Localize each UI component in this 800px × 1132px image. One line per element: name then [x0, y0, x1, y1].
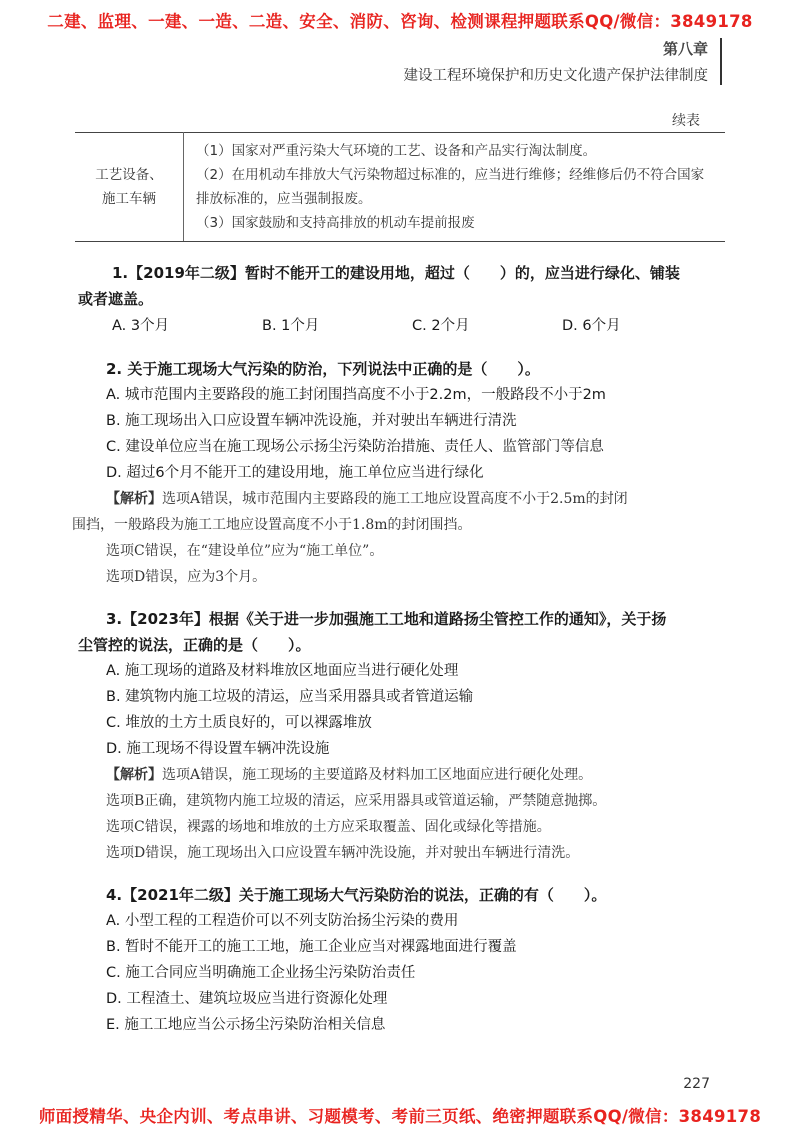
- analysis-line: 选项B正确，建筑物内施工垃圾的清运，应采用器具或管道运输，严禁随意抛掷。: [106, 793, 607, 809]
- table-item: （2）在用机动车排放大气污染物超过标准的，应当进行维修；经维修后仍不符合国家排放标准的，应当强制报废。: [196, 167, 705, 207]
- options-row: [112, 312, 732, 340]
- question-stem: 4.【2021年二级】关于施工现场大气污染防治的说法，正确的有（ ）。: [106, 886, 607, 904]
- head-line: 工艺设备、: [95, 167, 163, 183]
- page-number: 227: [683, 1076, 710, 1092]
- option-b: B. 施工现场出入口应设置车辆冲洗设施，并对驶出车辆进行清洗: [106, 413, 517, 429]
- table-item: （3）国家鼓励和支持高排放的机动车提前报废: [196, 215, 475, 231]
- table-row-head: [75, 133, 184, 242]
- analysis-line: 选项D错误，应为3个月。: [106, 569, 267, 585]
- option-b: B. 建筑物内施工垃圾的清运，应当采用器具或者管道运输: [106, 689, 474, 705]
- question-1: [78, 260, 732, 340]
- question-2: [72, 356, 732, 590]
- analysis-text: 选项A错误，施工现场的主要道路及材料加工区地面应进行硬化处理。: [162, 767, 593, 783]
- chapter-title: 建设工程环境保护和历史文化遗产保护法律制度: [403, 68, 708, 84]
- analysis: [106, 486, 732, 512]
- bottom-banner: 师面授精华、央企内训、考点串讲、习题模考、考前三页纸、绝密押题联系QQ/微信：3849178: [38, 1107, 762, 1126]
- option-b: B. 暂时不能开工的施工工地，施工企业应当对裸露地面进行覆盖: [106, 939, 517, 955]
- option-d: D. 工程渣土、建筑垃圾应当进行资源化处理: [106, 991, 388, 1007]
- analysis-tag: 【解析】: [106, 767, 162, 783]
- option-d: D. 6个月: [562, 318, 621, 334]
- question-stem: 2. 关于施工现场大气污染的防治，下列说法中正确的是（ ）。: [106, 360, 540, 378]
- analysis: [106, 762, 732, 788]
- option-d: D. 施工现场不得设置车辆冲洗设施: [106, 741, 330, 757]
- analysis-line: 选项C错误，裸露的场地和堆放的土方应采取覆盖、固化或绿化等措施。: [106, 819, 551, 835]
- question-stem: 尘管控的说法，正确的是（ ）。: [78, 636, 311, 654]
- option-a: A. 3个月: [112, 318, 170, 334]
- table-item: （1）国家对严重污染大气环境的工艺、设备和产品实行淘汰制度。: [196, 143, 597, 159]
- question-3: [78, 606, 732, 866]
- option-a: A. 施工现场的道路及材料堆放区地面应当进行硬化处理: [106, 663, 459, 679]
- analysis-text: 选项A错误，城市范围内主要路段的施工工地应设置高度不小于2.5m的封闭: [162, 491, 628, 507]
- option-c: C. 建设单位应当在施工现场公示扬尘污染防治措施、责任人、监管部门等信息: [106, 439, 604, 455]
- chapter-header: [404, 38, 723, 85]
- continued-label: 续表: [672, 113, 700, 129]
- questions: [72, 260, 732, 1054]
- analysis-tag: 【解析】: [106, 491, 162, 507]
- option-a: A. 城市范围内主要路段的施工封闭围挡高度不小于2.2m，一般路段不小于2m: [106, 387, 606, 403]
- chapter-number: 第八章: [662, 40, 708, 58]
- analysis-line: 选项D错误，施工现场出入口应设置车辆冲洗设施，并对驶出车辆进行清洗。: [106, 845, 580, 861]
- question-stem: 3.【2023年】根据《关于进一步加强施工工地和道路扬尘管控工作的通知》，关于扬: [106, 610, 667, 628]
- option-a: A. 小型工程的工程造价可以不列支防治扬尘污染的费用: [106, 913, 459, 929]
- question-4: [106, 882, 732, 1038]
- regulation-table: [75, 132, 725, 242]
- table-row-body: [184, 133, 726, 242]
- top-banner: 二建、监理、一建、一造、二造、安全、消防、咨询、检测课程押题联系QQ/微信：3849178: [47, 12, 753, 31]
- head-line: 施工车辆: [102, 191, 156, 207]
- option-c: C. 施工合同应当明确施工企业扬尘污染防治责任: [106, 965, 416, 981]
- table-row: [75, 133, 725, 242]
- option-b: B. 1个月: [262, 318, 320, 334]
- option-d: D. 超过6个月不能开工的建设用地，施工单位应当进行绿化: [106, 465, 484, 481]
- question-stem: 或者遮盖。: [78, 290, 154, 308]
- option-c: C. 堆放的土方土质良好的，可以裸露堆放: [106, 715, 372, 731]
- question-stem: 1.【2019年二级】暂时不能开工的建设用地，超过（ ）的，应当进行绿化、铺装: [112, 264, 680, 282]
- option-c: C. 2个月: [412, 318, 470, 334]
- analysis-line: 选项C错误，在“建设单位”应为“施工单位”。: [106, 543, 384, 559]
- analysis-line: 围挡，一般路段为施工工地应设置高度不小于1.8m的封闭围挡。: [72, 517, 472, 533]
- option-e: E. 施工工地应当公示扬尘污染防治相关信息: [106, 1017, 386, 1033]
